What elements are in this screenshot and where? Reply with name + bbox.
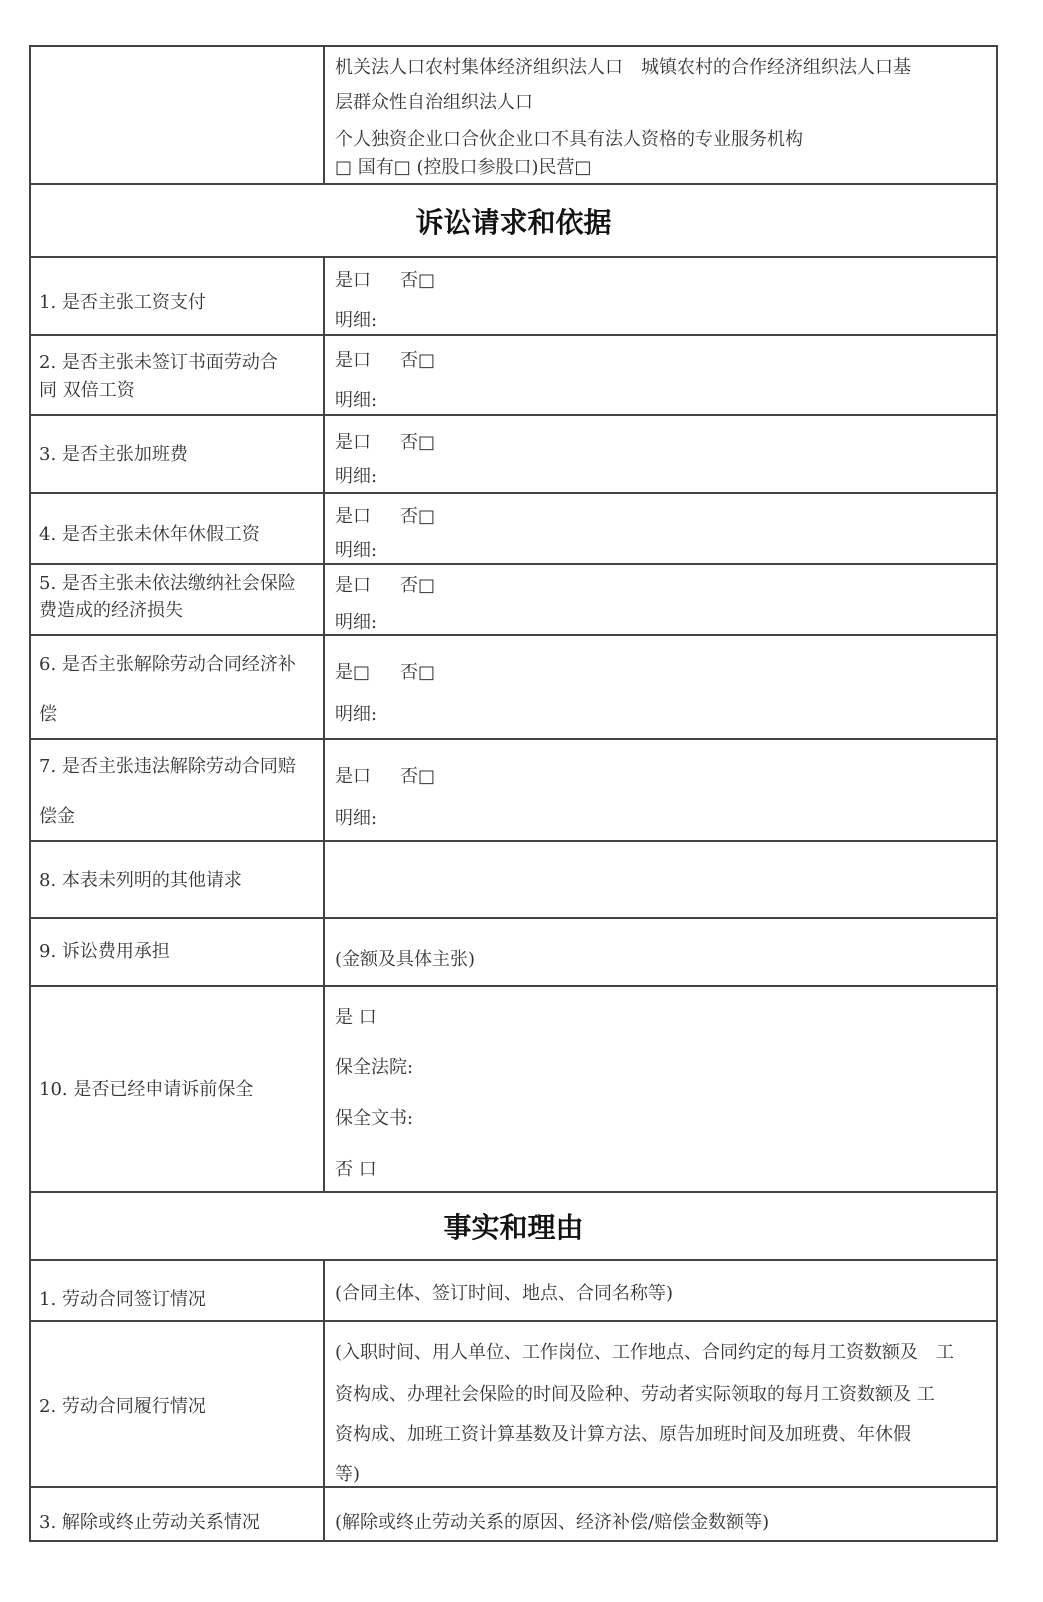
no-checkbox[interactable]: 否□: [400, 662, 436, 683]
yes-checkbox[interactable]: 是口: [335, 270, 371, 291]
org-type-line-1: 机关法人口农村集体经济组织法人口 城镇农村的合作经济组织法人口基: [335, 57, 911, 78]
claim-label-line-1: 5. 是否主张未依法缴纳社会保险: [39, 573, 296, 594]
claim-label-line-2: 同 双倍工资: [39, 380, 135, 401]
no-checkbox[interactable]: 否□: [400, 575, 436, 596]
detail-label: 明细:: [335, 612, 378, 633]
claim-row-4: [31, 494, 996, 565]
yes-checkbox[interactable]: 是 口: [335, 1007, 377, 1028]
other-claims-input[interactable]: [325, 842, 996, 917]
yes-checkbox[interactable]: 是□: [335, 662, 371, 683]
claim-row-1: [31, 258, 996, 336]
fact-label-cell: [31, 1488, 325, 1540]
claim-answer-cell: [325, 416, 996, 492]
claim-label-line-1: 7. 是否主张违法解除劳动合同赔: [39, 756, 296, 777]
claim-label-cell: [31, 494, 325, 563]
claim-label-cell: [31, 740, 325, 840]
claim-answer-cell: [325, 565, 996, 634]
claim-row-9: [31, 919, 996, 987]
detail-label: 明细:: [335, 390, 378, 411]
litigation-cost-cell[interactable]: [325, 919, 996, 985]
org-type-label-cell: [31, 47, 325, 183]
claim-label-cell: [31, 416, 325, 492]
fact-content-cell[interactable]: [325, 1488, 996, 1540]
claim-row-5: [31, 565, 996, 636]
claim-label: 8. 本表未列明的其他请求: [39, 870, 242, 891]
claim-answer-cell: [325, 636, 996, 738]
fact-label-cell: [31, 1322, 325, 1486]
fact-row-2: [31, 1322, 996, 1488]
preservation-court-label: 保全法院:: [335, 1057, 414, 1078]
claim-label-cell: [31, 842, 325, 917]
fact-hint-line-1: (入职时间、用人单位、工作岗位、工作地点、合同约定的每月工资数额及 工: [335, 1342, 955, 1363]
org-type-row: [31, 47, 996, 185]
fact-content-cell[interactable]: [325, 1322, 996, 1486]
claim-label-cell: [31, 336, 325, 414]
yes-checkbox[interactable]: 是口: [335, 506, 371, 527]
no-checkbox[interactable]: 否□: [400, 270, 436, 291]
claim-label-line-1: 6. 是否主张解除劳动合同经济补: [39, 654, 296, 675]
litigation-cost-hint: (金额及具体主张): [335, 949, 476, 970]
no-checkbox[interactable]: 否□: [400, 506, 436, 527]
claim-label: 1. 是否主张工资支付: [39, 292, 206, 313]
no-checkbox[interactable]: 否□: [400, 432, 436, 453]
section-facts-title: 事实和理由: [443, 1211, 584, 1244]
claim-row-6: [31, 636, 996, 740]
claim-label-cell: [31, 987, 325, 1191]
claim-label-line-2: 偿金: [39, 806, 75, 827]
fact-hint-line-2: 资构成、办理社会保险的时间及险种、劳动者实际领取的每月工资数额及 工: [335, 1384, 935, 1405]
org-type-line-3: 个人独资企业口合伙企业口不具有法人资格的专业服务机构: [335, 129, 803, 150]
claim-row-8: [31, 842, 996, 919]
claim-label: 10. 是否已经申请诉前保全: [39, 1079, 254, 1100]
fact-label-cell: [31, 1261, 325, 1320]
org-type-line-2: 层群众性自治组织法人口: [335, 92, 533, 113]
claim-label-line-2: 偿: [39, 704, 57, 725]
fact-hint: (合同主体、签订时间、地点、合同名称等): [335, 1283, 674, 1304]
no-checkbox[interactable]: 否 口: [335, 1159, 377, 1180]
claim-label-cell: [31, 919, 325, 985]
yes-checkbox[interactable]: 是口: [335, 766, 371, 787]
claim-label-cell: [31, 258, 325, 334]
fact-hint: (解除或终止劳动关系的原因、经济补偿/赔偿金数额等): [335, 1512, 770, 1533]
claim-row-10: [31, 987, 996, 1193]
claim-label: 4. 是否主张未休年休假工资: [39, 524, 260, 545]
claim-row-2: [31, 336, 996, 416]
fact-row-1: [31, 1261, 996, 1322]
preservation-doc-label: 保全文书:: [335, 1108, 414, 1129]
fact-hint-line-4: 等): [335, 1464, 361, 1485]
section-claims-title: 诉讼请求和依据: [415, 205, 612, 239]
yes-checkbox[interactable]: 是口: [335, 575, 371, 596]
fact-hint-line-3: 资构成、加班工资计算基数及计算方法、原告加班时间及加班费、年休假: [335, 1424, 911, 1445]
claim-label: 3. 是否主张加班费: [39, 444, 188, 465]
fact-label: 3. 解除或终止劳动关系情况: [39, 1512, 260, 1533]
claim-answer-cell: [325, 494, 996, 563]
detail-label: 明细:: [335, 704, 378, 725]
claim-label: 9. 诉讼费用承担: [39, 941, 170, 962]
yes-checkbox[interactable]: 是口: [335, 432, 371, 453]
claim-label-cell: [31, 565, 325, 634]
section-claims-header: [31, 185, 996, 258]
preservation-cell: [325, 987, 996, 1191]
claim-row-3: [31, 416, 996, 494]
claim-label-line-1: 2. 是否主张未签订书面劳动合: [39, 352, 278, 373]
claim-label-cell: [31, 636, 325, 738]
claim-label-line-2: 费造成的经济损失: [39, 600, 183, 621]
fact-content-cell[interactable]: [325, 1261, 996, 1320]
no-checkbox[interactable]: 否□: [400, 350, 436, 371]
claim-answer-cell: [325, 258, 996, 334]
fact-label: 2. 劳动合同履行情况: [39, 1396, 206, 1417]
detail-label: 明细:: [335, 540, 378, 561]
fact-row-3: [31, 1488, 996, 1542]
org-type-options-cell: [325, 47, 996, 183]
section-facts-header: [31, 1193, 996, 1261]
claim-answer-cell: [325, 336, 996, 414]
fact-label: 1. 劳动合同签订情况: [39, 1289, 206, 1310]
org-type-line-4: □ 国有□ (控股口参股口)民营□: [335, 157, 592, 178]
claim-row-7: [31, 740, 996, 842]
claim-answer-cell: [325, 740, 996, 840]
complaint-form-table: [29, 45, 998, 1542]
no-checkbox[interactable]: 否□: [400, 766, 436, 787]
detail-label: 明细:: [335, 808, 378, 829]
yes-checkbox[interactable]: 是口: [335, 350, 371, 371]
detail-label: 明细:: [335, 310, 378, 331]
detail-label: 明细:: [335, 466, 378, 487]
